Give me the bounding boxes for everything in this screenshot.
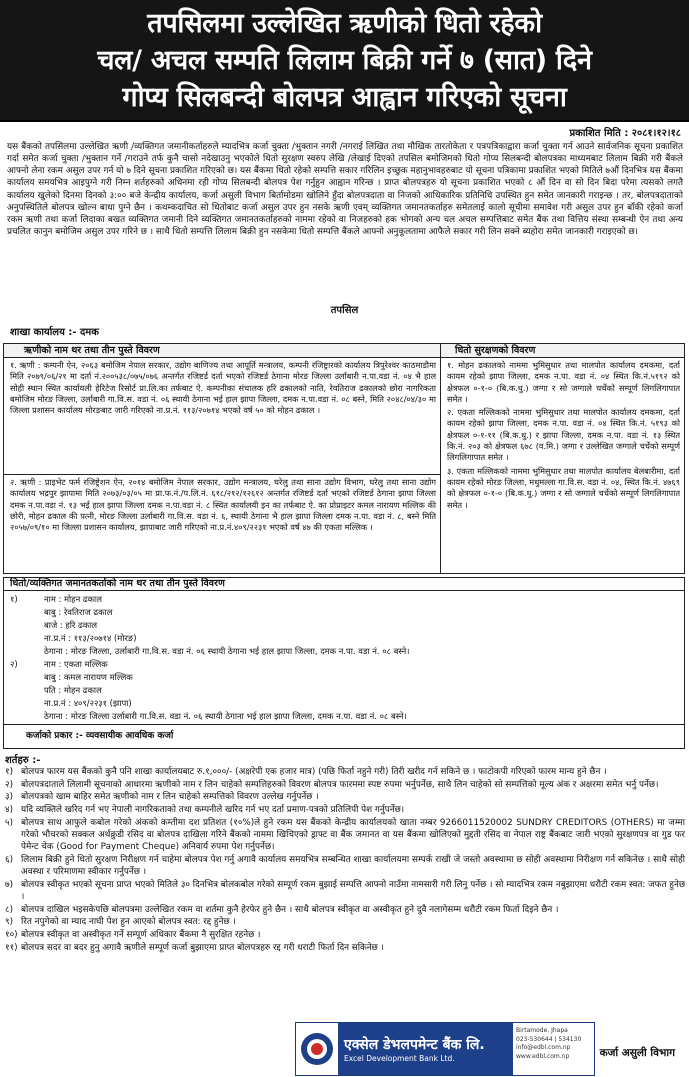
bank-logo-icon xyxy=(296,1023,338,1075)
term-text: रित नपुगेको वा म्याद नाघी पेश हुन आएको बोलपत्र स्वत: रद्द हुनेछ । xyxy=(21,917,236,928)
term-text: बोलपत्र फारम यस बैंकको कुनै पनि शाखा कार्यालयबाट रु.१,०००/- (अक्षरेपी एक हजार मात्र) (पछि फिर्ता नहुने गरी) तिरी खरीद गर्न सकिने छ । फाटोकपी गरिएको फारम मान्य हुने छैन । xyxy=(21,767,607,777)
bank-name-area xyxy=(338,1023,513,1075)
bank-website: www.edbl.com.np xyxy=(516,1052,570,1060)
borrower-2-text: २. ऋणी : प्राइभेट फर्म रजिष्ट्रेशन ऐन, २०१४ बमोजिम नेपाल सरकार, उद्योग मन्त्रालय, घरेलु तथा साना उद्योग विभाग, घरेलु तथा साना उद्योग कार्यालय भद्रपुर झापामा मिति २०७३/०३/०५ मा प्रा.फ.नं./प.लि.नं. ६१८/२१२/१२६१२ अन्तर्गत रजिष्टर्ड दर्ता भएको रजिष्टर्ड ठेगाना झापा जिल्ला दमक न.पा.वडा नं. १३ भई हाल झापा जिल्ला दमक न.पा.वडा नं. ८ स्थित कार्यालयी इन का तर्फबाट ऐ. का प्रोप्राइटर कमल नारायण मल्लिक की छोरी, मोहन ढकाल की पत्नी, मोरङ जिल्ला उर्लाबारी गा.वि.स. वडा नं. ६, स्थायी ठेगाना भै हाल झापा जिल्ला दमक न.पा. वडा नं. ८, बस्ने मिति २०५७/०९/१० मा जिल्ला प्रशासन कार्यालय, झापाबाट जारी गरिएको ना.प्र.नं.४०९/२२३१ भएको वर्ष ४७ की एकता मल्लिक । xyxy=(10,477,436,533)
term-number: ७) xyxy=(5,879,14,890)
guarantor-title: धितो/व्यक्तिगत जमानतकर्ताको नाम थर तथा तीन पुस्ते विवरण xyxy=(4,578,684,591)
term-text: यदि व्यक्तिले खरिद गर्न भए नेपाली नागरिकताको तथा कम्पनीले खरिद गर्न भए दर्ता प्रमाण-पत्रको प्रतिलिपी पेश गर्नुपर्नेछ। xyxy=(21,805,405,816)
collateral-header: धितो सुरक्षणको विवरण xyxy=(441,344,684,358)
term-number: ५) xyxy=(5,817,14,828)
borrower-1-text: १. ऋणी : कम्पनी ऐन, २०६३ बमोजिम नेपाल सरकार, उद्योग बाणिज्य तथा आपूर्ति मन्त्रालय, कम्पनी रजिष्ट्रारको कार्यालय त्रिपुरेश्वर काठमाडौमा मिति २०७९/०६/२१ मा दर्ता नं.२००५३८/०७५/०७६ अन्तर्गत रजिष्टर्ड दर्ता भएको रजिष्टर्ड ठेगाना मोरङ जिल्ला उर्लाबारी न.पा.वडा नं. ०४ भै हाल सोही स्थान स्थित कार्यायली हेरिटेज रिसोर्ट प्रा.लि.का तर्फबाट ऐ. कम्पनीका संचालक हरि ढकालको नाति, रेवतिराज ढकालको छोरा नागरिकता बमोजिम मोरङ जिल्ला, उर्लाबारी गा.वि.स. वडा नं. ०६ स्थायी ठेगाना भई हाल झापा जिल्ला, दमक न.पा.वडा नं. ०८ बस्ने, मिति २०४८/०४/३० मा जिल्ला प्रशासन कार्यालय मोरङबाट जारी गरिएको ना.प्र.नं. ११३/२०७१४ भएको वर्ष ५० को मोहन ढकाल । xyxy=(10,360,436,416)
term-item xyxy=(5,879,685,903)
headline-line-1: तपसिलमा उल्लेखित ऋणीको धितो रहेको xyxy=(147,7,542,39)
term-text: बोलपत्र दाखिल भइसकेपछि बोलपत्रमा उल्लेखित रकम वा शर्तमा कुनै हेरफेर हुने छैन । साथै बोलपत्र स्वीकृत वा अस्वीकृत हुने दुवै नलागेसम्म धरौटी रकम फिर्ता दिइने छैन । xyxy=(21,904,559,915)
guarantor-1-name: नाम : मोहन ढकाल xyxy=(44,594,102,604)
guarantor-1-grandfather: बाजे : हरि ढकाल xyxy=(44,620,98,630)
footer xyxy=(0,1014,689,1077)
term-text: बोलपत्र स्वीकृत वा अस्वीकृत गर्ने सम्पूर्ण अधिकार बैंकमा नै सुरक्षित रहनेछ । xyxy=(21,930,261,941)
intro-paragraph: यस बैंकको तपसिलमा उल्लेखित ऋणी /व्यक्तिगत जमानीकर्ताहरुले म्यादभित्र कर्जा चुक्ता /भुक्तान नगरी /नगराई लिखित तथा मौखिक तारतोकेता र पत्रपत्रिकाद्वारा कर्जा चुक्ता गर्न आउने सार्वजनिक सूचना प्रकाशित गर्दा समेत कर्जा चुक्ता /भुक्तान गर्ने /गराउने तर्फ कुनै चासो नदेखाउनु भएकोले धितो सुरक्षण स्वरुप लेखि /लेखाई दिएको तपसिल बमोजिमको धितो गोप्य सिलबन्दी बोलपत्रका माध्यमबाट लिलाम बिक्री गरी बैंकले आफ्नो लेना रकम असुल उपर गर्न यो ७ दिने सूचना प्रकाशित गरिएको छ। यस बैंकमा धितो रहेको सम्पत्ति सकार गरिलिन इच्छुक महानुभावहरुबाट यो सूचना पत्रिकामा प्रकाशित भएको मितिले ७औं दिनभित्र यस बैंकमा कार्यालय समयभित्र आइपुग्ने गरी निम्न शर्तहरुको अधिनमा रही गोप्य सिलबन्दी बोलपत्र पेश गर्नुहुन आह्वान गरिन्छ । प्राप्त बोलपत्रहरु यो सूचना प्रकाशित भएको ८ औं दिन वा सो दिन बिदा परेमा त्यसको लगतै कार्यालय खुलेको दिनमा दिनको ३:०० बजे केन्द्रीय कार्यालय, कर्जा असुली विभाग बिर्तामोडमा खोलिने हुँदा बोलपत्रदाता वा निजको आधिकारिक प्रतिनिधि उपस्थित हुन समेत जानकारी गराइन्छ । तर, बोलपत्रदाताको अनुपस्थितिले बोलपत्र खोल्न बाधा पुग्ने छैन । कथम्कदाचित सो धितोबाट कर्जा असुल उपर हुन नसके ऋणी एवम् व्यक्तिगत जमानतकर्ताहरु समेतलाई कालो सूचीमा समावेश गरी असुल उपर हुन बाँकी रहेको कर्जा रकम ऋणी तथा कर्जा लिदाका बखत व्यक्तिगत जमानी दिने व्यक्तिगत जमानतकर्ताहरुको नाममा रहेको वा निजहरुको हक भोगको अन्य चल अचल सम्पत्तिबाट समेत बैंक तथा वित्तिय संस्था सम्बन्धी ऐन तथा अन्य प्रचलित कानुन बमोजिम असुल उपर गरिने छ । साथै धितो सम्पत्ति लिलाम बिक्री हुन नसकेमा धितो सम्पत्ति बैंकले आफ्नो अनुकूलतामा आफैले सकार गरी लिन सक्ने ब्यहोरा समेत जानकारी गराइएको छ। xyxy=(7,142,683,238)
guarantor-section xyxy=(3,577,685,749)
term-text: लिलाम बिक्री हुने धितो सुरक्षण निरीक्षण गर्न चाहेमा बोलपत्र पेश गर्नु अगावै कार्यालय समयभित्र सम्बन्धित शाखा कार्यालयमा सम्पर्क राखी जे जस्तो अवस्थामा छ सोही अवस्थामा निरीक्षण गर्न सकिनेछ । साथै सोही अवस्था र परिमाणमा स्वीकार गर्नुपर्नेछ । xyxy=(21,854,685,878)
term-number: ४) xyxy=(5,805,14,816)
schedule-title: तपसिल xyxy=(330,305,359,316)
term-number: १०) xyxy=(5,930,18,941)
guarantor-1-father: बाबु : रेवतिराज ढकाल xyxy=(44,607,113,617)
date-row xyxy=(0,124,689,140)
term-number: ८) xyxy=(5,904,14,915)
headline-line-3: गोप्य सिलबन्दी बोलपत्र आह्वान गरिएको सूचना xyxy=(122,81,567,113)
term-item xyxy=(5,791,685,803)
term-text: बोलपत्र साथ आफुले कबोल गरेको अंकको कम्तीमा दश प्रतिशत (१०%)ले हुने रकम यस बैंकको केन्द्रीय कार्यालयको खाता नम्बर 9266011520002 SUNDRY CREDITORS (OTHERS) मा जम्मा गरेको भौचरको सक्कल अर्थक्रुडी रसिद वा बोलपत्र दाखिला गरिने बैंकको नाममा खिचिएको ड्राफ्ट वा बैंक जमानत वा यस बैंकमा खोलिएको मुद्दती रसिद वा नेपाल राष्ट्र बैंकबाट जारी भएको सुरक्षणपत्र वा गुड फर पेमेन्ट चेक (Good for Payment Cheque) अनिवार्य रुपमा पेश गर्नुपर्नेछ। xyxy=(21,817,685,853)
term-item xyxy=(5,929,685,941)
borrower-table xyxy=(3,343,685,574)
collateral-1-text: १. मोहन ढकालको नाममा भुमिसुधार तथा मालपोत कार्यालय दमकमा, दर्ता कायम रहेको झापा जिल्ला, दमक न.पा. वडा नं. ०४ स्थित कि.नं.५१९२ को क्षेत्रफल ०-१-० (बि.क.धु.) जग्गा र सो जग्गाले चर्चेको सम्पूर्ण लिगलिगापात समेत । xyxy=(447,360,680,404)
guarantor-2-number: २) xyxy=(10,659,18,669)
term-number: ३) xyxy=(5,792,14,803)
bank-signature-box xyxy=(295,1022,595,1076)
term-number: ११) xyxy=(5,942,18,953)
borrower-header: ऋणीको नाम थर तथा तीन पुस्ते विवरण xyxy=(4,344,440,358)
guarantor-2-husband: पति : मोहन ढकाल xyxy=(44,685,102,695)
terms-title: शर्तहरु :- xyxy=(5,755,41,766)
bank-email: info@edbl.com.np xyxy=(516,1044,571,1051)
guarantor-2-father: बाबु : कमल नारायण मल्लिक xyxy=(44,672,133,682)
guarantor-2-address: ठेगाना : मोरङ जिल्ला उर्लाबारी गा.वि.स. वडा नं. ०६ स्थायी ठेगाना भई हाल झापा जिल्ला, दमक न.पा. वडा नं. ०८ बस्ने। xyxy=(44,711,407,721)
branch-label: शाखा कार्यालय :- दमक xyxy=(10,327,99,338)
publish-date: प्रकाशित मिति : २०८१।१२।१८ xyxy=(569,128,681,139)
term-item xyxy=(5,804,685,816)
bank-name-nepali: एक्सेल डेभलपमेन्ट बैंक लि. xyxy=(344,1037,485,1053)
term-number: २) xyxy=(5,779,14,790)
term-text: बोलपत्र स्वीकृत भएको सूचना प्राप्त भएको मितिले ३० दिनभित्र बोलकबोल गरेको सम्पूर्ण रकम बुझाई सम्पत्ति आफ्नो नाउँमा नामसारी गरी लिनु पर्नेछ । सो म्यादभित्र रकम नबुझाएमा धरौटी रकम स्वत: जफत हुनेछ । xyxy=(21,879,685,903)
guarantor-1-address: ठेगाना : मोरङ जिल्ला, उर्लाबारी गा.वि.स. वडा नं. ०६ स्थायी ठेगाना भई हाल झापा जिल्ला, दमक न.पा. वडा नं. ०८ बस्ने। xyxy=(44,646,410,656)
term-item xyxy=(5,817,685,854)
term-number: ६) xyxy=(5,854,14,865)
borrower-column xyxy=(4,344,441,573)
loan-type: कर्जाको प्रकार :- व्यवसायीक आवधिक कर्जा xyxy=(26,731,174,741)
terms-list xyxy=(5,766,685,955)
collateral-column xyxy=(441,344,684,573)
collateral-3-text: ३. एकता मल्लिकको नाममा भुमिसुधार तथा मालपोत कार्यालय बेलबारीमा, दर्ता कायम रहेको मोरङ जिल्ला, मधुमल्ला गा.वि.स. वडा नं. ०४, स्थित कि.नं. ४७६९ को क्षेत्रफल ०-१-० (बि.क.धु.) जग्गा र सो जग्गाले चर्चेको सम्पूर्ण लिगलिगापात समेत । xyxy=(447,465,681,510)
term-item xyxy=(5,766,685,778)
headline-line-2: चल/ अचल सम्पति लिलाम बिक्री गर्ने ७ (सात) दिने xyxy=(97,44,592,76)
headline-banner xyxy=(0,0,689,122)
term-text: बोलपत्रको खाम बाहिर समेत ऋणीको नाम र लिन चाहेको सम्पत्तिको विवरण उल्लेख गर्नुपर्नेछ । xyxy=(21,792,319,803)
guarantor-divider xyxy=(4,724,684,725)
borrower-2-cell xyxy=(4,475,440,571)
term-text: बोलपत्र सदर वा बदर हुनु अगावै ऋणीले सम्पूर्ण कर्जा बुझाएमा प्राप्त बोलपत्रहरु रद्द गरी धराटी फिर्ता दिन सकिनेछ । xyxy=(21,942,384,953)
term-number: ९) xyxy=(5,917,14,928)
term-number: १) xyxy=(5,767,14,777)
bank-address: Birtamode, Jhapa xyxy=(516,1027,568,1034)
borrower-1-cell xyxy=(4,358,440,475)
term-item xyxy=(5,916,685,928)
term-item xyxy=(5,854,685,878)
guarantor-2-citizenship: ना.प्र.नं : ४०९/२२३१ (झापा) xyxy=(44,698,132,708)
term-text: बोलपत्रदाताले लिलामी सूचनाको आधारमा ऋणीको नाम र लिन चाहेको सम्पत्तिहरुको विवरण बोलपत्र फारममा स्पष्ट रुपमा भर्नुपर्नेछ, साथै लिन चाहेको सो सम्पत्तिको मूल्य अंक र अक्षरमा समेत भर्नु पर्नेछ। xyxy=(21,779,659,790)
term-item xyxy=(5,904,685,916)
collateral-2-text: २. एकता मल्लिकको नाममा भुमिसुधार तथा मालपोत कार्यालय दमकमा, दर्ता कायम रहेको झापा जिल्ला, दमक न.पा. वडा नं. ०४ स्थित कि.नं. ५१९३ को क्षेत्रफल ०-१-११ (बि.क.धु.) र झापा जिल्ला, दमक न.पा. वडा नं. १३ स्थित कि.नं. २०३ को क्षेत्रफल ६७८ (व.मि.) जग्गा र उल्लेखित जग्गाले चर्चेको सम्पूर्ण लिगलिगापात समेत । xyxy=(447,407,680,463)
bank-phone: 023-530644 | 534130 xyxy=(516,1035,582,1043)
term-item xyxy=(5,779,685,791)
guarantor-1-citizenship: ना.प्र.नं : ११३/२०७१४ (मोरङ) xyxy=(44,633,137,643)
department-label: कर्जा असुली विभाग xyxy=(599,1047,675,1059)
bank-name-english: Excel Development Bank Ltd. xyxy=(344,1054,455,1063)
term-item xyxy=(5,942,685,954)
guarantor-1-number: १) xyxy=(10,594,18,604)
guarantor-2-name: नाम : एकता मल्लिक xyxy=(44,659,108,669)
bank-contact xyxy=(513,1023,594,1075)
